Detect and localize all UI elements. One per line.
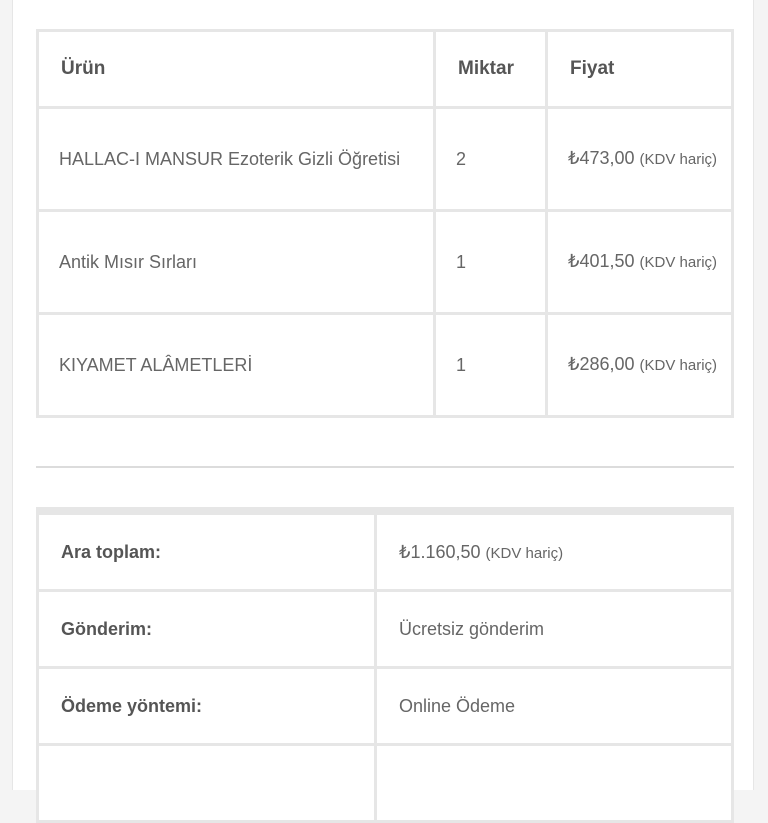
order-items-table [36, 29, 734, 418]
table-row [38, 314, 733, 417]
order-details-card [12, 0, 754, 790]
product-quantity: 1 [435, 314, 547, 417]
tax-note: (KDV hariç) [485, 544, 564, 562]
product-price [547, 314, 733, 417]
product-quantity: 2 [435, 108, 547, 211]
section-divider [36, 466, 734, 468]
product-quantity: 1 [435, 211, 547, 314]
product-name: KIYAMET ALÂMETLERİ [38, 314, 435, 417]
price-amount: ₺473,00 [568, 148, 635, 168]
table-row [38, 108, 733, 211]
payment-method-label: Ödeme yöntemi: [38, 668, 376, 745]
partial-label [38, 745, 376, 822]
product-name: Antik Mısır Sırları [38, 211, 435, 314]
tax-note: (KDV hariç) [639, 357, 718, 374]
partial-value [376, 745, 733, 822]
table-header-row [38, 31, 733, 108]
order-totals-table [36, 507, 734, 823]
tax-note: (KDV hariç) [639, 254, 718, 271]
shipping-value: Ücretsiz gönderim [376, 591, 733, 668]
header-price: Fiyat [547, 31, 733, 108]
product-price [547, 108, 733, 211]
table-row [38, 211, 733, 314]
subtotal-value [376, 511, 733, 591]
payment-method-value: Online Ödeme [376, 668, 733, 745]
totals-row-shipping [38, 591, 733, 668]
totals-row-subtotal [38, 511, 733, 591]
totals-row-payment-method [38, 668, 733, 745]
price-amount: ₺286,00 [568, 354, 635, 374]
header-quantity: Miktar [435, 31, 547, 108]
shipping-label: Gönderim: [38, 591, 376, 668]
product-name: HALLAC-I MANSUR Ezoterik Gizli Öğretisi [38, 108, 435, 211]
totals-row-partial [38, 745, 733, 822]
header-product: Ürün [38, 31, 435, 108]
subtotal-amount: ₺1.160,50 [399, 541, 481, 562]
price-amount: ₺401,50 [568, 251, 635, 271]
subtotal-label: Ara toplam: [38, 511, 376, 591]
tax-note: (KDV hariç) [639, 151, 718, 168]
product-price [547, 211, 733, 314]
